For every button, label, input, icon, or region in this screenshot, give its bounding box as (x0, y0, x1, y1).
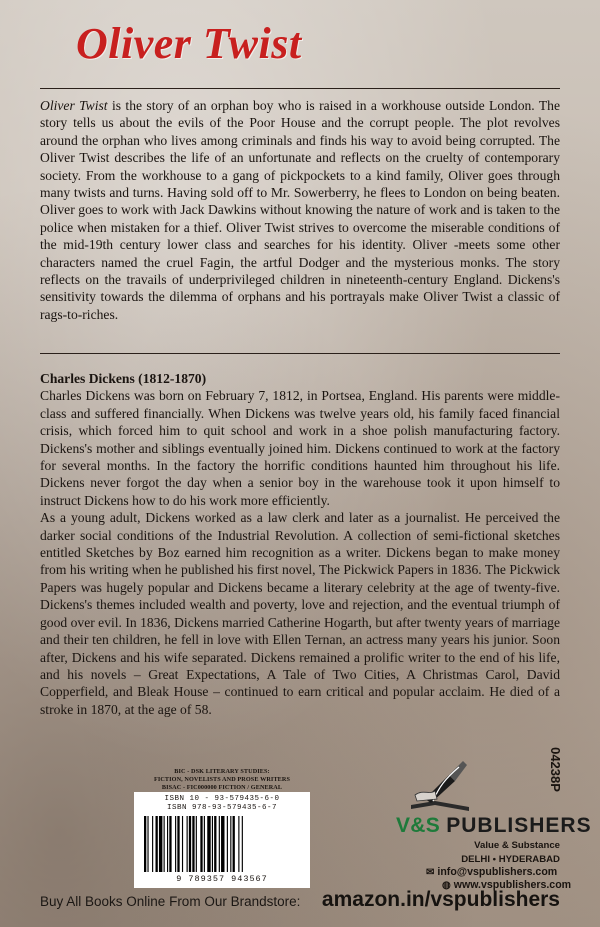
barcode-bar (207, 816, 210, 872)
barcode-bar (159, 816, 162, 872)
synopsis-lead-title: Oliver Twist (40, 98, 108, 113)
divider-top (40, 88, 560, 89)
barcode-bar (177, 816, 179, 872)
footer (40, 888, 560, 912)
barcode-bar (212, 816, 213, 872)
globe-icon: ◍ (442, 879, 451, 891)
barcode-bar (192, 816, 194, 872)
synopsis-text: is the story of an orphan boy who is raised in a workhouse outside London. The story tells us about the evils of the Poor House and the corrupt people. The plot revolves around the orphan who lives among criminals and finds his way to avoid being corrupted. The Oliver Twist describes the life of an unfortunate and reflects on the cruelty of contemporary society. From the workhouse to a gang of pickpockets to a kind family, Oliver goes through many twists and turns. Having sold off to Mr. Sowerberry, he flees to London on being beaten. Oliver goes to work with Jack Dawkins without knowing the nature of work and is taken to the police when mistaken for a thief. Oliver Twist strives to overcome the miserable conditions of the mid-19th century lower class and searches for his identity. Oliver -meets some other characters named the cruel Fagin, the artful Dodger and the mysterious monks. The story reflects on the travails of underprivileged children in nineteenth-century England. Dickens's sensitivity towards the dilemma of orphans and his portrayals make Oliver Twist a classic of rags-to-riches. (40, 98, 560, 322)
barcode-bar (147, 816, 148, 872)
publisher-name (396, 814, 592, 838)
barcode (134, 792, 310, 888)
footer-store-url: amazon.in/vspublishers (321, 888, 560, 911)
barcode-bar (219, 816, 220, 872)
synopsis-block (40, 97, 560, 323)
barcode-bar (182, 816, 183, 872)
barcode-bar (242, 816, 243, 872)
barcode-bar (187, 816, 188, 872)
divider-middle (40, 353, 560, 354)
barcode-bar (144, 816, 146, 872)
footer-lead-text: Buy All Books Online From Our Brandstore: (40, 894, 301, 909)
barcode-bar (164, 816, 165, 872)
barcode-bar (227, 816, 228, 872)
publisher-email: info@vspublishers.com (437, 866, 558, 878)
isbn-10: ISBN 10 - 93-579435-6-0 (164, 795, 280, 803)
publisher-cities: DELHI • HYDERABAD (461, 854, 560, 865)
bic-line-2: FICTION, NOVELISTS AND PROSE WRITERS (153, 776, 291, 783)
barcode-bar (230, 816, 231, 872)
barcode-bar (204, 816, 205, 872)
barcode-bar (175, 816, 176, 872)
barcode-bar (167, 816, 168, 872)
barcode-bar (169, 816, 171, 872)
publisher-logo-icon (405, 755, 475, 815)
barcode-bar (233, 816, 235, 872)
email-icon: ✉ (426, 866, 435, 878)
barcode-bar (156, 816, 158, 872)
publisher-name-b: PUBLISHERS (446, 814, 592, 837)
barcode-bar (238, 816, 239, 872)
synopsis-paragraph (40, 97, 560, 323)
bic-line-1: BIC - DSK LITERARY STUDIES: (174, 768, 270, 775)
barcode-digits: 9 789357 943567 (176, 874, 268, 884)
book-title: Oliver Twist (76, 19, 302, 68)
isbn-13: ISBN 978-93-579435-6-7 (166, 804, 278, 812)
product-code-text: 04238P (547, 747, 563, 792)
barcode-bar (189, 816, 191, 872)
author-block (40, 370, 560, 718)
barcode-bar (152, 816, 153, 872)
publisher-tagline: Value & Substance (474, 840, 560, 851)
publisher-name-a: V&S (396, 814, 441, 837)
barcode-bar (221, 816, 224, 872)
publisher-website: www.vspublishers.com (453, 879, 572, 891)
product-code (547, 740, 571, 800)
author-paragraph-2: As a young adult, Dickens worked as a law clerk and later as a journalist. He perceived the darker social conditions of the Industrial Revolution. A collection of semi-fictional sketches entitled Sketches by Boz earned him recognition as a writer. Dickens began to make money from his writing when he published his first novel, The Pickwick Papers in 1836. The Pickwick Papers was hugely popular and Dickens became a literary celebrity at the age of twenty-five. Dickens's themes included wealth and poverty, love and rejection, and the eventual triumph of good over evil. In 1836, Dickens married Catherine Hogarth, but after twenty years of marriage and their ten children, he fell in love with Ellen Ternan, an actress many years his junior. Soon after, Dickens and his wife separated. Dickens remained a prolific writer to the end of his life, and his novels – Great Expectations, A Tale of Two Cities, A Christmas Carol, David Copperfield, and Bleak House – continued to earn critical and popular acclaim. He died of a stroke in 1870, at the age of 58. (40, 510, 560, 717)
barcode-bar (200, 816, 202, 872)
bic-classification (132, 768, 312, 792)
bic-line-3: BISAC - FIC000000 FICTION / GENERAL (161, 784, 283, 791)
author-paragraph-1: Charles Dickens was born on February 7, 1812, in Portsea, England. His parents were middle-class and suffered financially. When Dickens was twelve years old, his family faced financial crisis, which forced him to quit school and work in a shoe polish manufacturing factory. Dickens's mother and siblings eventually joined him. Dickens continued to work at the factory for several months. In the factory the horrific conditions haunted him throughout his life. Dickens never forgot the day when a senior boy in the warehouse took it upon himself to instruct Dickens how to do his work more efficiently. (40, 388, 560, 508)
barcode-bar (214, 816, 216, 872)
barcode-bar (196, 816, 197, 872)
author-heading: Charles Dickens (1812-1870) (40, 371, 207, 386)
barcode-bars (142, 816, 302, 872)
publisher-email-row (426, 866, 557, 878)
